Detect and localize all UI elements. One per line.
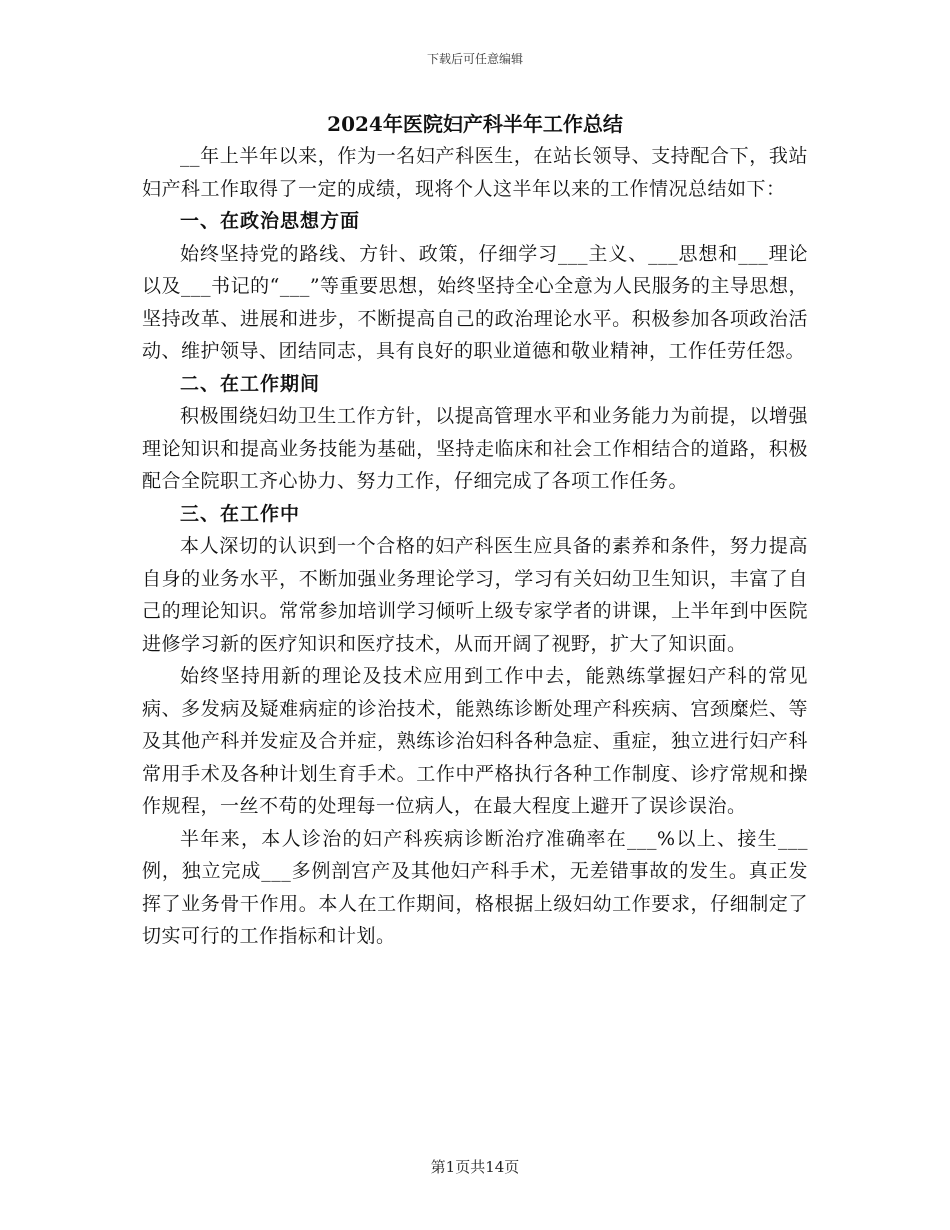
paragraph-intro: __年上半年以来，作为一名妇产科医生，在站长领导、支持配合下，我站妇产科工作取得了一定的成绩，现将个人这半年以来的工作情况总结如下： xyxy=(142,145,808,200)
paragraph-work-period: 积极围绕妇幼卫生工作方针，以提高管理水平和业务能力为前提，以增强理论知识和提高业务技能为基础，坚持走临床和社会工作相结合的道路，积极配合全院职工齐心协力、努力工作，仔细完成了各项工作任务。 xyxy=(142,405,808,492)
paragraph-skills: 始终坚持用新的理论及技术应用到工作中去，能熟练掌握妇产科的常见病、多发病及疑难病症的诊治技术，能熟练诊断处理产科疾病、宫颈糜烂、等及其他产科并发症及合并症，熟练诊治妇科各种急症、重症，独立进行妇产科常用手术及各种计划生育手术。工作中严格执行各种工作制度、诊疗常规和操作规程，一丝不苟的处理每一位病人，在最大程度上避开了误诊误治。 xyxy=(142,665,808,817)
paragraph-study: 本人深切的认识到一个合格的妇产科医生应具备的素养和条件，努力提高自身的业务水平，不断加强业务理论学习，学习有关妇幼卫生知识，丰富了自己的理论知识。常常参加培训学习倾听上级专家学者的讲课，上半年到中医院进修学习新的医疗知识和医疗技术，从而开阔了视野，扩大了知识面。 xyxy=(142,535,808,655)
paragraph-politics: 始终坚持党的路线、方针、政策，仔细学习___主义、___思想和___理论以及___书记的“___”等重要思想，始终坚持全心全意为人民服务的主导思想，坚持改革、进展和进步，不断提高自己的政治理论水平。积极参加各项政治活动、维护领导、团结同志，具有良好的职业道德和敬业精神，工作任劳任怨。 xyxy=(142,242,808,362)
section-heading-politics: 一、在政治思想方面 xyxy=(180,210,361,232)
section-heading-work-period: 二、在工作期间 xyxy=(180,372,321,395)
document-body xyxy=(142,108,808,953)
section-heading-in-work: 三、在工作中 xyxy=(180,502,301,525)
paragraph-results: 半年来，本人诊治的妇产科疾病诊断治疗准确率在___%以上、接生___例，独立完成___多例剖宫产及其他妇产科手术，无差错事故的发生。真正发挥了业务骨干作用。本人在工作期间，格根据上级妇幼工作要求，仔细制定了切实可行的工作指标和计划。 xyxy=(142,827,808,947)
page-footer: 第1页共14页 xyxy=(430,1158,520,1176)
document-title: 2024年医院妇产科半年工作总结 xyxy=(327,112,623,136)
page-header: 下载后可任意编辑 xyxy=(426,52,523,66)
